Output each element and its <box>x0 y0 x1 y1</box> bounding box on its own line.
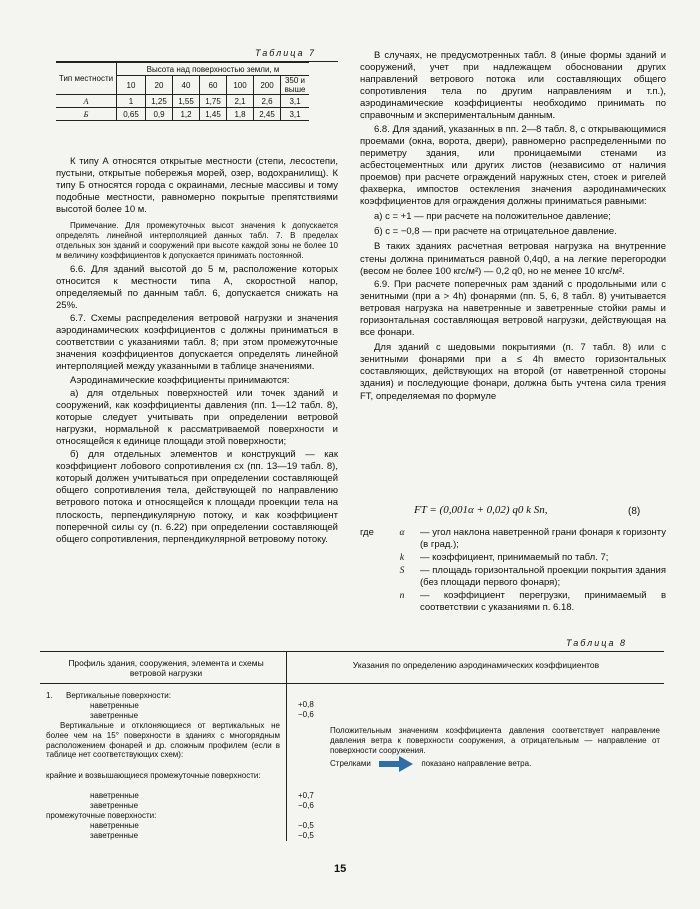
table7-cell: 1,45 <box>200 108 227 121</box>
table7-cell: 1,25 <box>146 95 173 108</box>
table7-group-header: Высота над поверхностью земли, м <box>117 63 310 76</box>
table7-cell: 1,8 <box>227 108 254 121</box>
formula-number: (8) <box>628 506 641 517</box>
definition-text: — коэффициент перегрузки, принимаемый в соответствии с указаниями п. 6.18. <box>420 590 667 613</box>
table8-top-rule <box>40 651 664 652</box>
paragraph-6-8: 6.8. Для зданий, указанных в пп. 2—8 табл. 8, с открывающимися проемами (окна, ворота, двери), равномерно распределенными по периметру здания, или проницаемыми стенами из асбестоцементных или других листов (независимо от наличия проемов) при расчете ограждений наружных стен, стоек и ригелей фахверка, импостов остекления значения аэродинамических коэффициентов для ограждения должны приниматься равными: <box>360 123 666 208</box>
friction-formula: FT = (0,001α + 0,02) q0 k Sn, <box>414 504 548 516</box>
table8-instruction-sign: Положительным значениям коэффициента давления соответствует направление давления ветра к поверхности сооружения, а отрицательным — направление от поверхности сооружения. <box>330 726 660 755</box>
note-interpolation: Примечание. Для промежуточных высот значения k допускается определять линейной интерполяцией данных табл. 7. В пределах отдельных зон зданий и сооружений при высоте каждой зоны не более 10 м величину коэффициентов k допускается принимать постоянной. <box>56 221 338 260</box>
table7-height: 100 <box>227 76 254 95</box>
paragraph-c-negative: б) c = −0,8 — при расчете на отрицательное давление. <box>374 226 617 238</box>
paragraph-item-a: а) для отдельных поверхностей или точек зданий и сооружений, как коэффициенты давления (пп. 1—12 табл. 8), которые следует учитывать при определении ветровой нагрузки, нормальной к рассматриваемой поверхности и относящейся к единице площади этой поверхности; <box>56 387 338 447</box>
table7-height: 40 <box>173 76 200 95</box>
table8-value: −0,5 <box>298 831 314 840</box>
arrows-text-after: показано направление ветра. <box>421 759 532 769</box>
page-number: 15 <box>334 863 347 875</box>
definition-symbol: k <box>399 553 405 563</box>
definition-text: — площадь горизонтальной проекции покрытия здания (без площади первого фонаря); <box>420 565 667 588</box>
paragraph-terrain-types: К типу А относятся открытые местности (степи, лесостепи, пустыни, открытые побережья морей, озер, водохранилищ). К типу Б относятся города с окраинами, лесные массивы и тому подобные местности, равномерно покрытые препятствиями высотой более 10 м. <box>56 156 338 216</box>
table7-cell: 1,55 <box>173 95 200 108</box>
table7-col-type: Тип местности <box>56 63 117 95</box>
table8-windward-label: наветренные <box>90 701 139 710</box>
table8-value: +0,7 <box>298 791 314 800</box>
table7-cell: 1 <box>117 95 146 108</box>
paragraph-6-9: 6.9. При расчете поперечных рам зданий с продольными или с зенитными (при a > 4h) фонарями (пп. 5, 6, 8 табл. 8) учитывается ветровая нагрузка на наветренные и заветренные стойки рамы и горизонтальная составляющая ветровой нагрузки, действующая на все фонари. <box>360 278 666 339</box>
table7 <box>56 62 309 121</box>
paragraph-c-positive: а) c = +1 — при расчете на положительное давление; <box>374 211 611 223</box>
definition-text: — коэффициент, принимаемый по табл. 7; <box>420 552 609 563</box>
table8-header-rule <box>40 683 664 684</box>
table7-height: 60 <box>200 76 227 95</box>
table8-extreme-label: крайние и возвышающиеся промежуточные поверхности: <box>46 771 261 780</box>
table8-value: −0,6 <box>298 801 314 810</box>
table7-cell: 2,1 <box>227 95 254 108</box>
table8-leeward-label: заветренные <box>90 801 139 810</box>
table8-leeward-label: заветренные <box>90 711 139 720</box>
table8-windward-label: наветренные <box>90 791 139 800</box>
paragraph-aero-coeffs: Аэродинамические коэффициенты принимаются: <box>70 374 290 386</box>
where-label: где <box>360 527 374 538</box>
table7-row-type: А <box>56 95 117 108</box>
table8-intermediate-label: промежуточные поверхности: <box>46 811 157 820</box>
definition-symbol: n <box>399 591 405 601</box>
table8-item-number: 1. <box>46 691 53 700</box>
left-column <box>56 156 338 547</box>
table7-caption: Таблица 7 <box>255 48 317 58</box>
table7-height: 350 и выше <box>281 76 310 95</box>
definition-text: — угол наклона наветренной грани фонаря к горизонту (в град.); <box>420 527 667 550</box>
table8-divider <box>286 651 287 841</box>
definition-row <box>360 552 666 564</box>
table7-cell: 0,65 <box>117 108 146 121</box>
paragraph-shed-roofs: Для зданий с шедовыми покрытиями (п. 7 табл. 8) или с зенитными фонарями при a ≤ 4h вместо горизонтальных составляющих, действующих на второй (от наветренной стороны здания) и последующие фонари, должна быть учтена сила трения FT, определяемая по формуле <box>360 342 666 402</box>
paragraph-item-b: б) для отдельных элементов и конструкций — как коэффициент лобового сопротивления cx (пп. 13—19 табл. 8), который должен учитываться при определении составляющей общего сопротивления тела, действующей по направлению ветрового потока и относящейся к площади проекции тела на плоскость, перпендикулярную потоку, и как коэффициент поперечной силы cy (п. 6.22) при определении составляющей общего сопротивления, перпендикулярной ветровому потоку. <box>56 449 338 545</box>
table7-cell: 1,75 <box>200 95 227 108</box>
table7-cell: 3,1 <box>281 95 310 108</box>
table8-caption: Таблица 8 <box>566 638 628 648</box>
table8-value: +0,8 <box>298 700 314 709</box>
paragraph-6-7: 6.7. Схемы распределения ветровой нагрузки и значения аэродинамических коэффициентов c должны приниматься в соответствии с указаниями табл. 8; при этом промежуточные значения коэффициентов допускается определять линейной интерполяцией между указанными в таблице значениями. <box>56 313 338 373</box>
table8-col2-header: Указания по определению аэродинамических коэффициентов <box>352 660 600 670</box>
wind-arrow-icon <box>379 756 413 772</box>
definition-row <box>360 565 666 589</box>
table7-cell: 0,9 <box>146 108 173 121</box>
table7-cell: 1,2 <box>173 108 200 121</box>
paragraph-6-6: 6.6. Для зданий высотой до 5 м, расположение которых относится к местности типа А, скоростной напор, определяемый по данным табл. 6, допускается снижать на 25%. <box>56 263 338 311</box>
table8-inclined-text: Вертикальные и отклоняющиеся от вертикальных не более чем на 15° поверхности в зданиях с многорядным расположением фонарей и др. сложным профилем (если в таблице нет соответствующих схем): <box>46 721 280 760</box>
definition-row <box>360 590 666 614</box>
definition-row <box>360 527 666 551</box>
table7-row-type: Б <box>56 108 117 121</box>
paragraph-internal-walls: В таких зданиях расчетная ветровая нагрузка на внутренние стены должна приниматься равной 0,4q0, а на легкие перегородки (весом не более 100 кгс/м²) — 0,2 q0, но не менее 10 кгс/м². <box>360 241 666 277</box>
table8-leeward-label: заветренные <box>90 831 139 840</box>
table7-height: 10 <box>117 76 146 95</box>
table7-cell: 3,1 <box>281 108 310 121</box>
table7-height: 20 <box>146 76 173 95</box>
table8-col1-header: Профиль здания, сооружения, элемента и схемы ветровой нагрузки <box>68 658 264 678</box>
right-column <box>360 50 666 404</box>
table7-cell: 2,45 <box>254 108 281 121</box>
table7-cell: 2,6 <box>254 95 281 108</box>
table8-value: −0,6 <box>298 710 314 719</box>
table8-windward-label: наветренные <box>90 821 139 830</box>
paragraph-other-cases: В случаях, не предусмотренных табл. 8 (иные формы зданий и сооружений, учет при надлежащем обосновании других направлений ветрового потока или составляющих общего сопротивления тела по другим направлениям и т.п.), аэродинамические коэффициенты необходимо принимать по справочным и экспериментальным данным. <box>360 50 666 122</box>
table8-value: −0,5 <box>298 821 314 830</box>
formula-definitions <box>360 527 666 615</box>
definition-symbol: α <box>399 528 405 538</box>
table8-item-title: Вертикальные поверхности: <box>66 691 171 700</box>
table7-height: 200 <box>254 76 281 95</box>
table8-instruction-arrows <box>330 756 660 772</box>
arrows-text-before: Стрелками <box>330 759 371 769</box>
definition-symbol: S <box>399 566 405 576</box>
